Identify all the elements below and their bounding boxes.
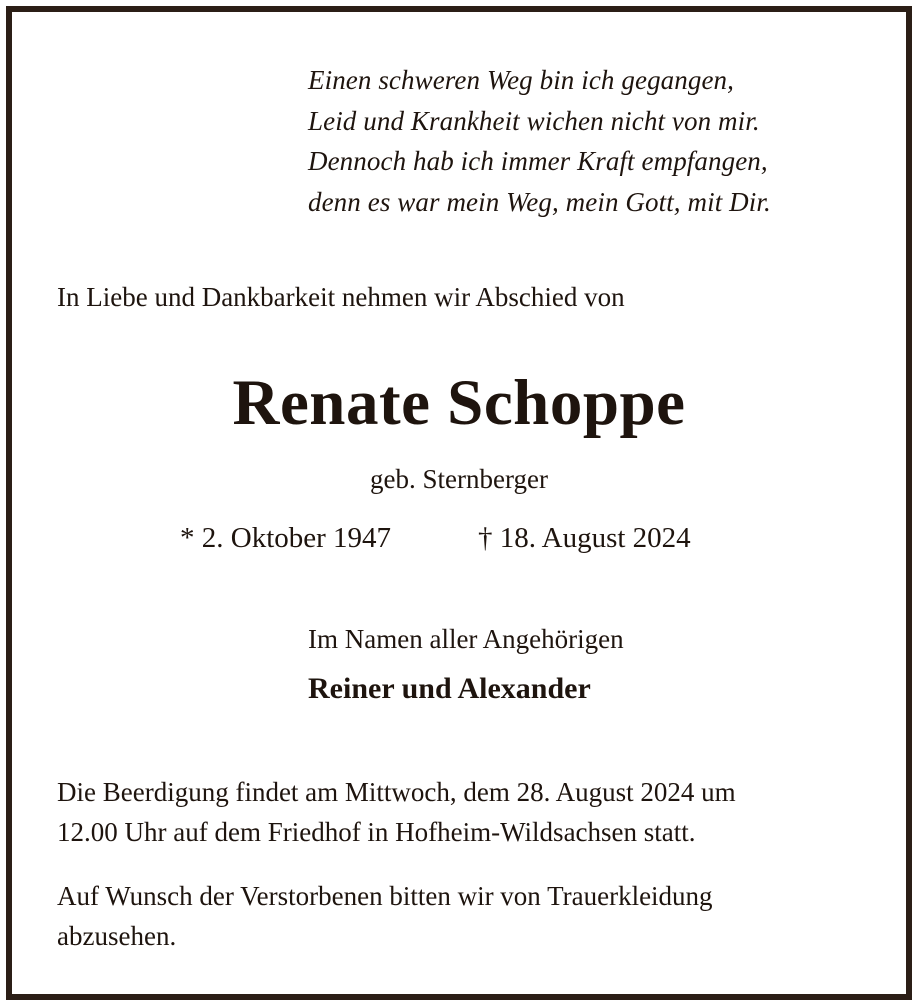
family-names: Reiner und Alexander [308, 672, 591, 705]
wish-line: Auf Wunsch der Verstorbenen bitten wir von Trauerkleidung [57, 881, 713, 911]
deceased-name: Renate Schoppe [232, 367, 686, 439]
funeral-line: Die Beerdigung findet am Mittwoch, dem 28. August 2024 um [57, 777, 736, 807]
poem-line: denn es war mein Weg, mein Gott, mit Dir. [308, 186, 771, 217]
family-mention: Im Namen aller Angehörigen [308, 624, 624, 654]
maiden-name: geb. Sternberger [370, 464, 548, 494]
poem-line: Einen schweren Weg bin ich gegangen, [308, 65, 735, 95]
farewell-intro: In Liebe und Dankbarkeit nehmen wir Abschied von [57, 282, 625, 312]
poem-line: Dennoch hab ich immer Kraft empfangen, [308, 146, 768, 176]
death-date: † 18. August 2024 [478, 522, 691, 554]
birth-date: * 2. Oktober 1947 [180, 522, 392, 554]
mourning-attire-wish [57, 876, 713, 956]
memorial-poem [308, 60, 771, 222]
poem-line: Leid und Krankheit wichen nicht von mir. [308, 105, 760, 136]
funeral-line: 12.00 Uhr auf dem Friedhof in Hofheim-Wildsachsen statt. [57, 817, 696, 847]
obituary-notice [6, 6, 912, 1000]
wish-line: abzusehen. [57, 921, 177, 951]
funeral-info [57, 772, 736, 852]
